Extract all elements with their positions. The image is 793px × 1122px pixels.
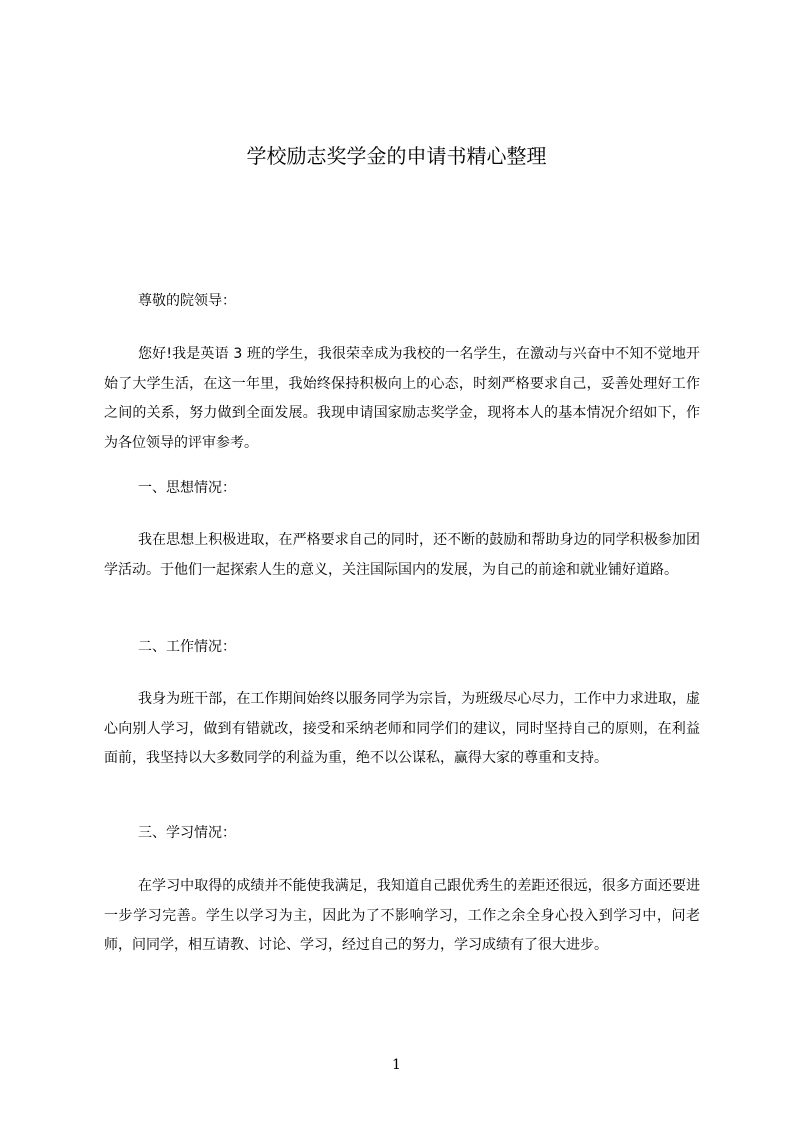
section-body-study: 在学习中取得的成绩并不能使我满足，我知道自己跟优秀生的差距还很远，很多方面还要进一步学习完善。学生以学习为主，因此为了不影响学习，工作之余全身心投入到学习中，问老师，问同学，相互请教、讨论、学习，经过自己的努力，学习成绩有了很大进步。 [104, 878, 700, 953]
page-number: 1 [392, 1057, 401, 1073]
intro-paragraph: 您好!我是英语 3 班的学生，我很荣幸成为我校的一名学生，在激动与兴奋中不知不觉地开始了大学生活，在这一年里，我始终保持积极向上的心态，时刻严格要求自己，妥善处理好工作之间的关系，努力做到全面发展。我现申请国家励志奖学金，现将本人的基本情况介绍如下，作为各位领导的评审参考。 [104, 346, 700, 451]
section-heading-thought: 一、思想情况： [138, 480, 236, 496]
document-title: 学校励志奖学金的申请书精心整理 [246, 144, 547, 168]
section-heading-work: 二、工作情况： [138, 639, 236, 655]
section-body-thought: 我在思想上积极进取，在严格要求自己的同时，还不断的鼓励和帮助身边的同学积极参加团学活动。于他们一起探索人生的意义，关注国际国内的发展，为自己的前途和就业铺好道路。 [104, 532, 700, 578]
section-body-work: 我身为班干部，在工作期间始终以服务同学为宗旨，为班级尽心尽力，工作中力求进取，虚心向别人学习，做到有错就改，接受和采纳老师和同学们的建议，同时坚持自己的原则，在利益面前，我坚持以大多数同学的利益为重，绝不以公谋私，赢得大家的尊重和支持。 [104, 691, 700, 766]
salutation: 尊敬的院领导： [138, 293, 236, 309]
section-heading-study: 三、学习情况： [138, 825, 236, 841]
